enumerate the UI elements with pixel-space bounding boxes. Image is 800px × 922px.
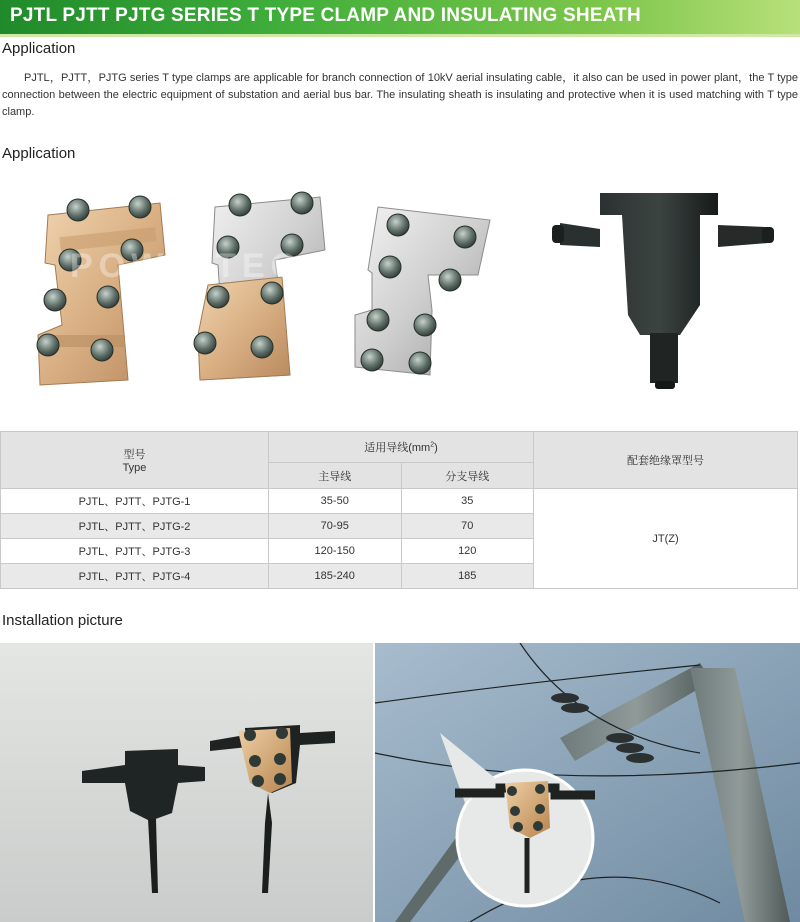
- application-paragraph: PJTL，PJTT，PJTG series T type clamps are applicable for branch connection of 10kV aerial insulating cable，it also can be used in power plant，the T type connection between the electric equipment of substation and aerial bus bar. The insulating sheath is insulating and protective when it is used matching with T type clamp.: [2, 72, 798, 118]
- main-cell: 185-240: [268, 564, 401, 589]
- branch-cell: 35: [401, 489, 534, 514]
- watermark: POWINTEG: [70, 247, 304, 285]
- main-wire-header: 主导线: [268, 463, 401, 489]
- branch-cell: 120: [401, 539, 534, 564]
- spec-table-container: [0, 431, 798, 589]
- type-cell: PJTL、PJTT、PJTG-1: [1, 489, 269, 514]
- aluminium-clamp-photo: [355, 207, 490, 375]
- table-row: [1, 489, 798, 514]
- main-cell: 120-150: [268, 539, 401, 564]
- gallery-heading: Application: [2, 145, 76, 162]
- type-cell: PJTL、PJTT、PJTG-2: [1, 514, 269, 539]
- wire-header-close: ): [434, 442, 438, 454]
- wire-header-text: 适用导线(mm: [364, 442, 431, 454]
- type-cell: PJTL、PJTT、PJTG-3: [1, 539, 269, 564]
- type-cell: PJTL、PJTT、PJTG-4: [1, 564, 269, 589]
- wire-header-sup: 2: [430, 441, 435, 449]
- branch-cell: 185: [401, 564, 534, 589]
- insulating-sheath-photo: [552, 193, 774, 389]
- main-cell: 70-95: [268, 514, 401, 539]
- application-heading: Application: [2, 40, 76, 57]
- page-title: PJTL PJTT PJTG SERIES T TYPE CLAMP AND INSULATING SHEATH: [10, 5, 641, 26]
- branch-wire-header: 分支导线: [401, 463, 534, 489]
- bimetal-clamp-photo: [194, 192, 325, 380]
- type-header-en: Type: [122, 462, 147, 474]
- type-header: [1, 432, 269, 489]
- title-banner: [0, 0, 800, 37]
- studio-installation-photo: [0, 643, 373, 922]
- branch-cell: 70: [401, 514, 534, 539]
- main-cell: 35-50: [268, 489, 401, 514]
- copper-clamp-photo: [37, 196, 165, 385]
- installation-photos: [0, 643, 800, 922]
- spec-table: [0, 431, 798, 589]
- installation-heading: Installation picture: [2, 612, 123, 629]
- sheath-cell: JT(Z): [534, 489, 798, 589]
- type-header-cn: 型号: [123, 449, 146, 461]
- sheath-header: 配套绝缘罩型号: [534, 432, 798, 489]
- wire-header: [268, 432, 533, 463]
- product-photos: [0, 185, 800, 410]
- overhead-line-photo: [375, 643, 800, 922]
